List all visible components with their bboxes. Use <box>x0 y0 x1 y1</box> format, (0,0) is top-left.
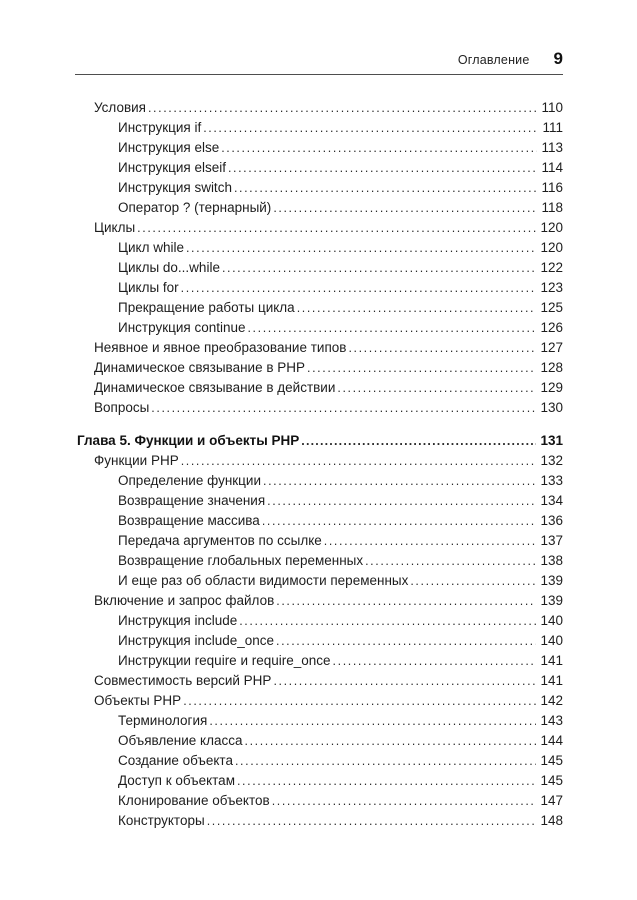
dot-leader <box>262 511 537 531</box>
toc-entry-label: Глава 5. Функции и объекты PHP <box>77 433 300 448</box>
dot-leader <box>203 118 538 138</box>
toc-entry-label: Динамическое связывание в действии <box>94 380 336 395</box>
toc-entry-label: Условия <box>94 100 146 115</box>
dot-leader <box>273 671 536 691</box>
toc-entry-page: 142 <box>540 693 563 708</box>
toc-entry-label: Терминология <box>118 713 208 728</box>
toc-entry-label: Включение и запрос файлов <box>94 593 275 608</box>
toc-entry <box>77 378 563 398</box>
dot-leader <box>365 551 536 571</box>
dot-leader <box>324 531 537 551</box>
dot-leader <box>186 238 536 258</box>
toc-entry <box>77 138 563 158</box>
toc-entry-page: 134 <box>540 493 563 508</box>
toc-entry-page: 116 <box>541 180 563 195</box>
toc-entry <box>77 238 563 258</box>
toc-entry <box>77 471 563 491</box>
toc-entry-label: Возвращение глобальных переменных <box>118 553 364 568</box>
toc-entry-page: 140 <box>540 613 563 628</box>
toc-entry <box>77 118 563 138</box>
toc-entry-page: 111 <box>542 120 563 135</box>
toc-entry-label: Инструкция elseif <box>118 160 226 175</box>
toc-entry-page: 118 <box>541 200 563 215</box>
dot-leader <box>234 178 538 198</box>
toc-entry <box>77 451 563 471</box>
toc-entry <box>77 158 563 178</box>
toc-entry-page: 145 <box>540 753 563 768</box>
toc-entry-page: 143 <box>540 713 563 728</box>
toc-entry-label: Конструкторы <box>118 813 205 828</box>
toc-entry-page: 131 <box>540 433 563 448</box>
toc-entry-label: Динамическое связывание в PHP <box>94 360 306 375</box>
dot-leader <box>267 491 536 511</box>
dot-leader <box>207 811 537 831</box>
toc-entry-page: 147 <box>540 793 563 808</box>
toc-entry-label: Циклы for <box>118 280 179 295</box>
toc-entry-page: 110 <box>541 100 563 115</box>
toc-entry-page: 130 <box>540 400 563 415</box>
toc-entry <box>77 511 563 531</box>
toc-entry <box>77 611 563 631</box>
dot-leader <box>209 711 536 731</box>
dot-leader <box>239 611 536 631</box>
toc-entry-label: Инструкция continue <box>118 320 246 335</box>
toc-entry <box>77 571 563 591</box>
toc-entry-page: 145 <box>540 773 563 788</box>
dot-leader <box>222 258 537 278</box>
toc-entry-label: Цикл while <box>118 240 184 255</box>
dot-leader <box>148 98 537 118</box>
toc-entry <box>77 398 563 418</box>
toc-entry-page: 120 <box>540 240 563 255</box>
toc-entry-label: Неявное и явное преобразование типов <box>94 340 347 355</box>
dot-leader <box>235 751 536 771</box>
toc-entry <box>77 711 563 731</box>
running-head <box>77 0 563 75</box>
toc-entry <box>77 358 563 378</box>
dot-leader <box>276 631 536 651</box>
toc-entry-label: Объекты PHP <box>94 693 182 708</box>
toc-entry <box>77 198 563 218</box>
table-of-contents <box>77 98 563 831</box>
toc-entry-label: Инструкции require и require_once <box>118 653 331 668</box>
dot-leader <box>410 571 536 591</box>
dot-leader <box>263 471 536 491</box>
toc-entry-label: Циклы <box>94 220 136 235</box>
dot-leader <box>221 138 537 158</box>
toc-entry <box>77 811 563 831</box>
toc-entry-page: 132 <box>540 453 563 468</box>
dot-leader <box>297 298 537 318</box>
toc-entry-label: Возвращение значения <box>118 493 266 508</box>
dot-leader <box>183 691 536 711</box>
dot-leader <box>237 771 536 791</box>
toc-entry-label: Совместимость версий PHP <box>94 673 272 688</box>
toc-entry-page: 138 <box>540 553 563 568</box>
toc-entry-label: Определение функции <box>118 473 261 488</box>
toc-entry-page: 126 <box>540 320 563 335</box>
toc-entry-page: 139 <box>540 593 563 608</box>
dot-leader <box>348 338 536 358</box>
toc-entry <box>77 551 563 571</box>
toc-entry-page: 137 <box>540 533 563 548</box>
toc-entry-page: 120 <box>540 220 563 235</box>
toc-entry-page: 128 <box>540 360 563 375</box>
toc-entry-label: Вопросы <box>94 400 150 415</box>
running-head-title: Оглавление <box>457 53 530 67</box>
toc-entry-label: И еще раз об области видимости переменных <box>118 573 409 588</box>
toc-entry-label: Передача аргументов по ссылке <box>118 533 322 548</box>
toc-entry-label: Циклы do...while <box>118 260 220 275</box>
toc-entry-label: Инструкция switch <box>118 180 232 195</box>
toc-entry-label: Функции PHP <box>94 453 179 468</box>
header-rule <box>75 74 563 75</box>
toc-entry-page: 139 <box>540 573 563 588</box>
dot-leader <box>181 278 537 298</box>
toc-entry-label: Инструкция if <box>118 120 202 135</box>
dot-leader <box>337 378 536 398</box>
dot-leader <box>137 218 536 238</box>
toc-entry-label: Объявление класса <box>118 733 243 748</box>
toc-entry-label: Создание объекта <box>118 753 233 768</box>
toc-entry <box>77 671 563 691</box>
toc-entry <box>77 531 563 551</box>
toc-entry <box>77 691 563 711</box>
toc-entry <box>77 178 563 198</box>
dot-leader <box>333 651 537 671</box>
dot-leader <box>276 591 536 611</box>
toc-entry <box>77 751 563 771</box>
running-head-page-number: 9 <box>553 49 563 68</box>
toc-entry <box>77 731 563 751</box>
toc-entry <box>77 631 563 651</box>
dot-leader <box>228 158 538 178</box>
toc-entry <box>77 771 563 791</box>
toc-entry-page: 113 <box>541 140 563 155</box>
toc-entry-label: Клонирование объектов <box>118 793 270 808</box>
toc-entry-label: Инструкция else <box>118 140 220 155</box>
toc-entry <box>77 791 563 811</box>
toc-entry-page: 114 <box>541 160 563 175</box>
toc-entry-label: Прекращение работы цикла <box>118 300 295 315</box>
dot-leader <box>273 198 537 218</box>
dot-leader <box>301 431 536 451</box>
toc-entry-page: 125 <box>540 300 563 315</box>
toc-entry-page: 133 <box>540 473 563 488</box>
toc-entry-page: 123 <box>540 280 563 295</box>
toc-entry-page: 136 <box>540 513 563 528</box>
toc-entry-page: 140 <box>540 633 563 648</box>
toc-entry <box>77 218 563 238</box>
toc-entry-page: 122 <box>540 260 563 275</box>
dot-leader <box>272 791 537 811</box>
toc-entry-label: Инструкция include_once <box>118 633 275 648</box>
toc-entry <box>77 98 563 118</box>
toc-entry-label: Инструкция include <box>118 613 238 628</box>
dot-leader <box>181 451 537 471</box>
toc-chapter-entry <box>77 431 563 451</box>
toc-entry-page: 141 <box>540 653 563 668</box>
toc-entry <box>77 338 563 358</box>
dot-leader <box>151 398 536 418</box>
toc-entry-page: 144 <box>540 733 563 748</box>
dot-leader <box>247 318 536 338</box>
dot-leader <box>307 358 536 378</box>
toc-entry <box>77 651 563 671</box>
toc-entry-label: Доступ к объектам <box>118 773 235 788</box>
toc-entry <box>77 298 563 318</box>
dot-leader <box>245 731 537 751</box>
toc-entry <box>77 278 563 298</box>
toc-entry-page: 127 <box>540 340 563 355</box>
toc-entry-label: Оператор ? (тернарный) <box>118 200 272 215</box>
toc-entry-page: 148 <box>540 813 563 828</box>
toc-entry-page: 129 <box>540 380 563 395</box>
toc-entry <box>77 491 563 511</box>
toc-entry-page: 141 <box>540 673 563 688</box>
toc-entry <box>77 258 563 278</box>
toc-entry <box>77 591 563 611</box>
toc-entry-label: Возвращение массива <box>118 513 260 528</box>
toc-entry <box>77 318 563 338</box>
